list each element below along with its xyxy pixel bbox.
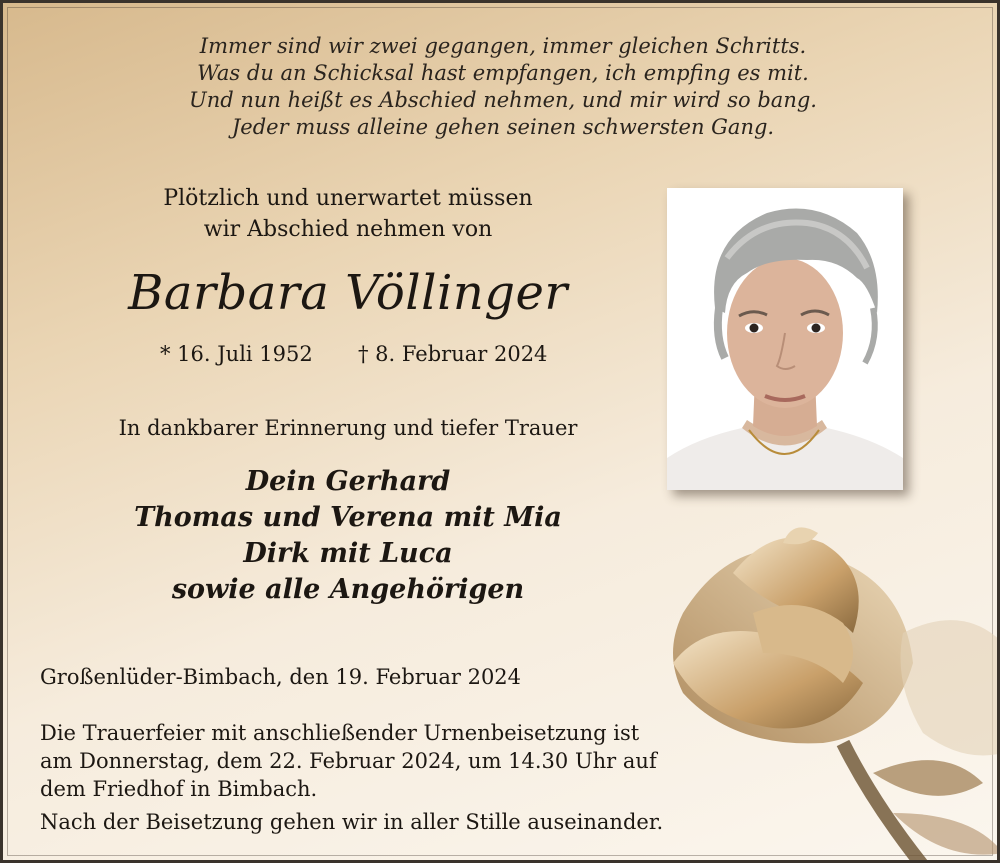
funeral-line: am Donnerstag, dem 22. Februar 2024, um 14.30 Uhr auf (40, 749, 657, 773)
death-date: † 8. Februar 2024 (358, 342, 548, 366)
mourner: sowie alle Angehörigen (171, 574, 525, 605)
intro-line: wir Abschied nehmen von (203, 217, 493, 242)
birth-date: * 16. Juli 1952 (160, 342, 313, 366)
mourner: Thomas und Verena mit Mia (134, 502, 562, 533)
funeral-line: dem Friedhof in Bimbach. (40, 777, 318, 801)
deceased-name: Barbara Völlinger (128, 265, 568, 321)
poem-line: Immer sind wir zwei gegangen, immer gleichen Schritts. (199, 34, 807, 58)
intro-text (98, 183, 598, 245)
poem-line: Was du an Schicksal hast empfangen, ich empfing es mit. (197, 61, 809, 85)
mourner: Dirk mit Luca (243, 538, 453, 569)
closing-note: Nach der Beisetzung gehen wir in aller Stille auseinander. (40, 810, 664, 834)
funeral-info (40, 719, 680, 803)
remembrance-line: In dankbarer Erinnerung und tiefer Trauer (118, 416, 578, 440)
poem-line: Und nun heißt es Abschied nehmen, und mir wird so bang. (189, 88, 817, 112)
funeral-line: Die Trauerfeier mit anschließender Urnenbeisetzung ist (40, 721, 640, 745)
mourners-list (98, 464, 598, 608)
intro-line: Plötzlich und unerwartet müssen (163, 186, 533, 211)
mourner: Dein Gerhard (245, 466, 451, 497)
portrait-illustration (667, 188, 903, 490)
poem-line: Jeder muss alleine gehen seinen schwersten Gang. (231, 115, 775, 139)
place-date: Großenlüder-Bimbach, den 19. Februar 2024 (40, 665, 522, 689)
portrait-photo (667, 188, 903, 490)
rose-decoration (643, 513, 1000, 863)
poem (3, 33, 1000, 141)
